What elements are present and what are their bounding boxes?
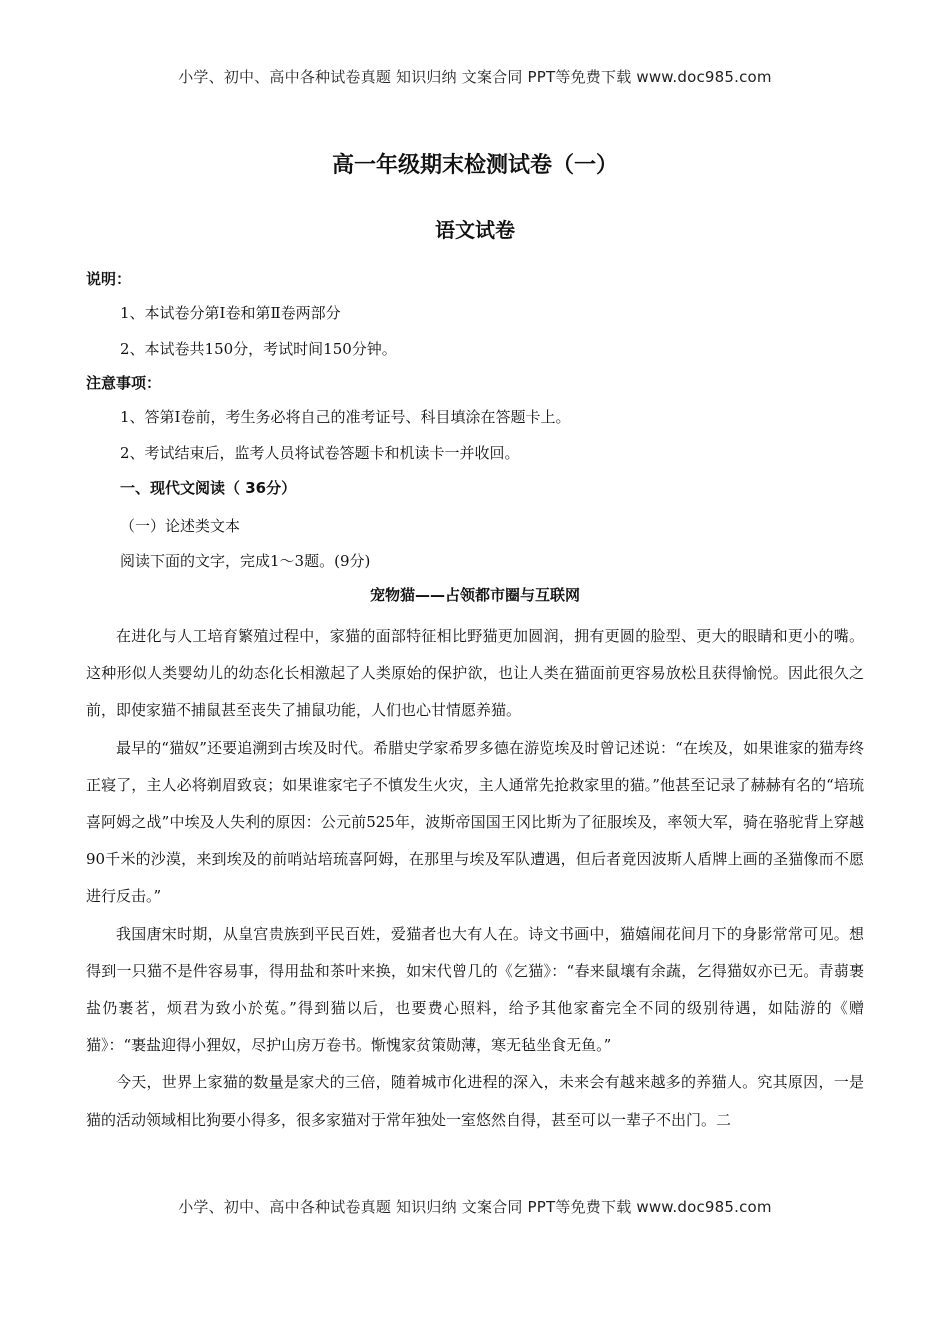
section-subtitle: （一）论述类文本: [120, 517, 241, 535]
article-title: 宠物猫——占领都市圈与互联网: [369, 586, 580, 604]
instruction-item: 1、本试卷分第Ⅰ卷和第Ⅱ卷两部分: [120, 304, 341, 322]
section-title: 一、现代文阅读（ 36分）: [120, 479, 297, 497]
article-paragraph: 最早的“猫奴”还要追溯到古埃及时代。希腊史学家希罗多德在游览埃及时曾记述说：“在埃及，如果谁家的猫寿终正寝了，主人必将剃眉致哀；如果谁家宅子不慎发生火灾，主人通常先抢救家里的猫。”他甚至记录了赫赫有名的“培琉喜阿姆之战”中埃及人失利的原因：公元前525年，波斯帝国国王冈比斯为了征服埃及，率领大军，骑在骆驼背上穿越90千米的沙漠，来到埃及的前哨站培琉喜阿姆，在那里与埃及军队遭遇，但后者竟因波斯人盾牌上画的圣猫像而不愿进行反击。”: [86, 738, 864, 906]
footer-banner: 小学、初中、高中各种试卷真题 知识归纳 文案合同 PPT等免费下载 www.doc985.com: [178, 1198, 772, 1216]
article-body: [86, 618, 864, 1139]
header-banner: 小学、初中、高中各种试卷真题 知识归纳 文案合同 PPT等免费下载 www.doc985.com: [178, 68, 772, 86]
exam-subject: 语文试卷: [435, 218, 515, 242]
instructions-heading: 说明：: [86, 270, 132, 288]
note-item: 1、答第Ⅰ卷前，考生务必将自己的准考证号、科目填涂在答题卡上。: [120, 408, 571, 426]
article-paragraph: 在进化与人工培育繁殖过程中，家猫的面部特征相比野猫更加圆润，拥有更圆的脸型、更大的眼睛和更小的嘴。这种形似人类婴幼儿的幼态化长相激起了人类原始的保护欲，也让人类在猫面前更容易放松且获得愉悦。因此很久之前，即使家猫不捕鼠甚至丧失了捕鼠功能，人们也心甘情愿养猫。: [86, 627, 864, 720]
article-paragraph: 今天，世界上家猫的数量是家犬的三倍，随着城市化进程的深入，未来会有越来越多的养猫人。究其原因，一是猫的活动领域相比狗要小得多，很多家猫对于常年独处一室悠然自得，甚至可以一辈子不出门。二: [86, 1073, 864, 1129]
article-paragraph: 我国唐宋时期，从皇宫贵族到平民百姓，爱猫者也大有人在。诗文书画中，猫嬉闹花间月下的身影常常可见。想得到一只猫不是件容易事，得用盐和茶叶来换，如宋代曾几的《乞猫》：“春来鼠壤有余蔬，乞得猫奴亦已无。青蒻裹盐仍裹茗，烦君为致小於菟。”得到猫以后，也要费心照料，给予其他家畜完全不同的级别待遇，如陆游的《赠猫》：“裹盐迎得小狸奴，尽护山房万卷书。惭愧家贫策勋薄，寒无毡坐食无鱼。”: [86, 924, 864, 1055]
instruction-item: 2、本试卷共150分，考试时间150分钟。: [120, 340, 397, 358]
note-item: 2、考试结束后，监考人员将试卷答题卡和机读卡一并收回。: [120, 444, 520, 462]
notes-heading: 注意事项：: [86, 374, 162, 392]
section-instruction: 阅读下面的文字，完成1～3题。(9分): [120, 552, 371, 570]
exam-title: 高一年级期末检测试卷（一）: [331, 153, 618, 178]
